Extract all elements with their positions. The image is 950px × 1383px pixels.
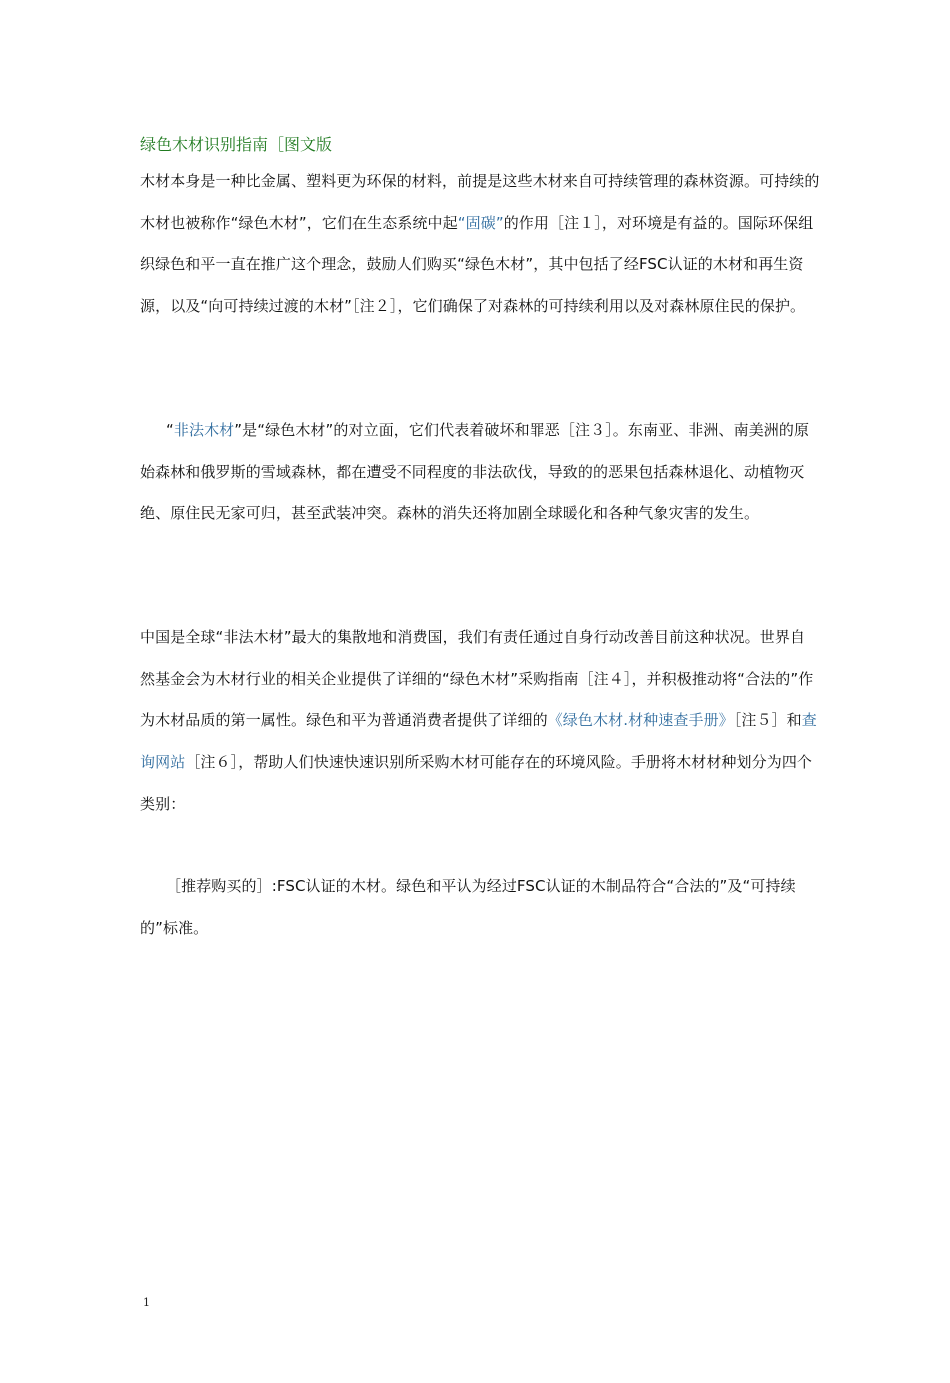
handbook-link[interactable]: 《绿色木材.材种速查手册》 xyxy=(547,711,734,730)
illegal-timber-link[interactable]: 非法木材 xyxy=(173,421,235,439)
paragraph-green-timber xyxy=(140,161,820,328)
paragraph-text: ［注６］，帮助人们快速快速识别所采购木材可能存在的环境风险。手册将木材材种划分为四个类别： xyxy=(140,753,813,813)
document-title: 绿色木材识别指南［图文版 xyxy=(140,135,333,154)
carbon-sequestration-link[interactable]: “固碳” xyxy=(457,213,504,232)
paragraph-text: 木材本身是一种比金属、塑料更为环保的材料，前提是这些木材来自可持续管理的森林资源。可持续的木材也被称作“绿色木材”，它们在生态系统中起 xyxy=(140,172,820,232)
paragraph-text: 的作用［注１］，对环境是有益的。国际环保组织绿色和平一直在推广这个理念，鼓励人们购买“绿色木材”，其中包括了经FSC认证的木材和再生资源，以及“向可持续过渡的木材”［注２］，它们确保了对森林的可持续利用以及对森林原住民的保护。 xyxy=(140,213,814,316)
paragraph-text: 中国是全球“非法木材”最大的集散地和消费国，我们有责任通过自身行动改善目前这种状况。世界自然基金会为木材行业的相关企业提供了详细的“绿色木材”采购指南［注４］，并积极推动将“合法的”作为木材品质的第一属性。绿色和平为普通消费者提供了详细的 xyxy=(140,628,814,730)
paragraph-text: ［注５］和 xyxy=(733,711,802,730)
paragraph-text: “ xyxy=(166,421,174,439)
paragraph-recommended xyxy=(140,866,820,949)
paragraph-text: ［推荐购买的］:FSC认证的木材。绿色和平认为经过FSC认证的木制品符合“合法的”及“可持续的”标准。 xyxy=(140,877,796,937)
paragraph-illegal-timber xyxy=(140,410,820,535)
paragraph-china-market xyxy=(140,617,820,826)
query-website-link[interactable]: 查询网站 xyxy=(140,711,817,772)
paragraph-text: ”是“绿色木材”的对立面，它们代表着破坏和罪恶［注３］。东南亚、非洲、南美洲的原始森林和俄罗斯的雪域森林，都在遭受不同程度的非法砍伐，导致的的恶果包括森林退化、动植物灭绝、原住民无家可归，甚至武装冲突。森林的消失还将加剧全球暖化和各种气象灾害的发生。 xyxy=(140,421,810,523)
page-number: 1 xyxy=(143,1296,150,1309)
